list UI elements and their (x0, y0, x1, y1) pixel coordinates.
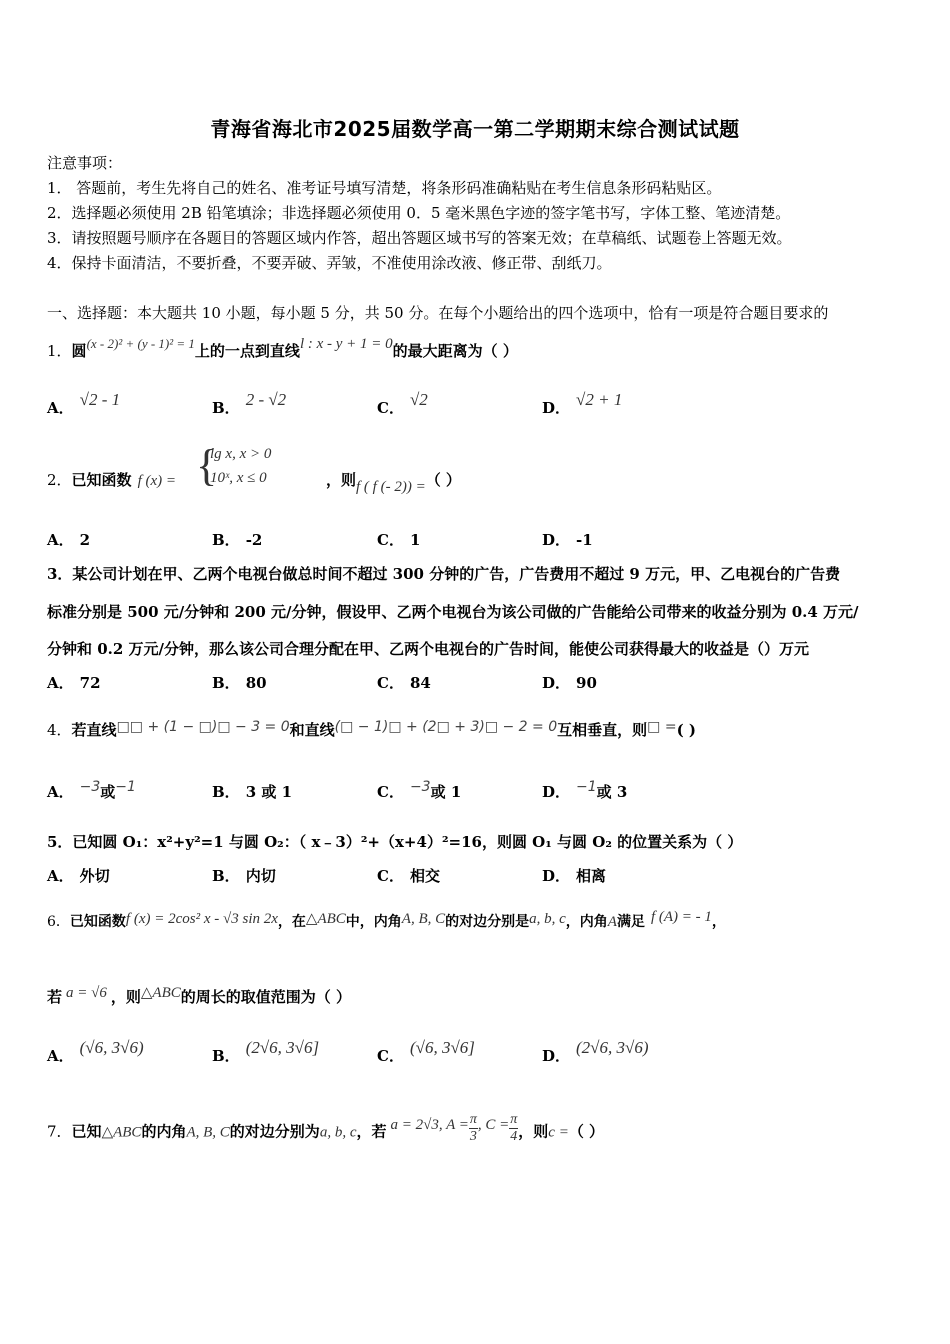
q4-text: ( ) (676, 721, 696, 739)
q6-text: ，则 (110, 988, 141, 1006)
q6-text: 的周长的取值范围为（ ） (180, 988, 351, 1006)
section-heading: 一、选择题：本大题共 10 小题，每小题 5 分，共 50 分。在每个小题给出的四个选项中，恰有一项是符合题目要求的 (47, 304, 829, 322)
question-number: 2． (47, 471, 72, 489)
q5-option-a[interactable]: A． 外切 (47, 867, 110, 885)
q6-text: ，在 (277, 914, 306, 930)
q6-text: ，内角 (565, 914, 608, 930)
question-5: 5．已知圆 O₁：x²+y²=1 与圆 O₂：（ x﹣3）²+（x+4）²=16，则圆 O₁ 与圆 O₂ 的位置关系为（ ） (47, 833, 743, 851)
q7-text: 的对边分别为 (229, 1122, 320, 1141)
q7-sides: a, b, c (319, 1124, 357, 1141)
q5-option-b[interactable]: B． 内切 (212, 867, 276, 885)
q5-option-c[interactable]: C． 相交 (377, 867, 440, 885)
q1-circle-equation: (x - 2)² + (y - 1)² = 1 (86, 336, 195, 351)
q6-text: 若 (47, 988, 63, 1006)
q7-angles: A, B, C (186, 1124, 230, 1141)
q7-target: c = (548, 1124, 569, 1141)
q2-expression: f ( f (- 2)) = (356, 479, 426, 495)
question-6 (47, 911, 726, 931)
q1-option-b[interactable]: B． 2 - √2 (212, 390, 287, 417)
q6-side-a: a = √6 (66, 985, 107, 1001)
q7-fraction-pi-3: $\frac{\pi}{3}$ (469, 1112, 477, 1144)
q3-option-d[interactable]: D． 90 (542, 674, 597, 692)
q6-text: 已知函数 (69, 914, 126, 930)
q7-triangle: △ABC (101, 1124, 142, 1141)
q6-text: ， (711, 914, 726, 930)
q3-option-b[interactable]: B． 80 (212, 674, 267, 692)
question-number: 6． (47, 914, 70, 930)
q4-option-d[interactable]: D． −1或 3 (542, 779, 628, 801)
q7-fraction-pi-4: $\frac{\pi}{4}$ (510, 1112, 518, 1144)
q1-option-d[interactable]: D． √2 + 1 (542, 390, 623, 417)
q2-text: ，则 (326, 471, 357, 489)
q2-case-1: lg x, x > 0 (210, 446, 272, 462)
q2-option-d[interactable]: D． -1 (542, 531, 593, 549)
q4-variable: □ = (647, 719, 677, 735)
q7-text: （ ） (568, 1122, 605, 1141)
q1-text: 圆 (71, 342, 87, 360)
q7-given-c: , C = (477, 1116, 510, 1133)
q2-function: f (x) = (137, 473, 176, 489)
q2-option-b[interactable]: B． -2 (212, 531, 263, 549)
q6-function: f (x) = 2cos² x - √3 sin 2x (125, 911, 278, 927)
q6-option-b[interactable]: B． (2√6, 3√6] (212, 1038, 320, 1065)
q7-text: 已知 (71, 1122, 102, 1141)
q6-angle-a: A (607, 914, 617, 930)
q6-triangle: △ABC (305, 911, 346, 927)
question-number: 1． (47, 342, 72, 360)
q7-text: ，若 (356, 1122, 387, 1141)
question-3-line: 3．某公司计划在甲、乙两个电视台做总时间不超过 300 分钟的广告，广告费用不超过 9 万元，甲、乙电视台的广告费 (47, 565, 841, 583)
q6-condition: f (A) = - 1 (650, 909, 712, 925)
question-1 (47, 336, 518, 361)
question-number: 7． (47, 1122, 72, 1141)
q2-option-a[interactable]: A． 2 (47, 531, 91, 549)
page-title: 青海省海北市2025届数学高一第二学期期末综合测试试题 (210, 117, 740, 141)
q6-text: 满足 (616, 914, 645, 930)
brace-icon: { (196, 441, 218, 490)
notice-heading: 注意事项： (47, 154, 123, 172)
q6-text: 中，内角 (345, 914, 402, 930)
q4-line-1: □□ + (1 − □)□ − 3 = 0 (116, 719, 290, 735)
q3-option-c[interactable]: C． 84 (377, 674, 431, 692)
q7-text: 的内角 (141, 1122, 187, 1141)
q6-option-c[interactable]: C． (√6, 3√6] (377, 1038, 475, 1065)
q3-option-a[interactable]: A． 72 (47, 674, 101, 692)
notice-item: 2．选择题必须使用 2B 铅笔填涂；非选择题必须使用 0．5 毫米黑色字迹的签字笔书写，字体工整、笔迹清楚。 (47, 204, 791, 222)
question-3-line: 分钟和 0.2 万元/分钟，那么该公司合理分配在甲、乙两个电视台的广告时间，能使公司获得最大的收益是（）万元 (47, 640, 810, 658)
q4-option-a[interactable]: A． −3或−1 (47, 779, 136, 801)
q6-angles: A, B, C (401, 911, 446, 927)
q1-option-c[interactable]: C． √2 (377, 390, 428, 417)
question-4 (47, 719, 696, 740)
q2-option-c[interactable]: C． 1 (377, 531, 421, 549)
q2-text: 已知函数 (71, 471, 132, 489)
q6-option-d[interactable]: D． (2√6, 3√6) (542, 1038, 649, 1065)
notice-item: 4．保持卡面清洁，不要折叠，不要弄破、弄皱，不准使用涂改液、修正带、刮纸刀。 (47, 254, 612, 272)
q4-option-b[interactable]: B． 3 或 1 (212, 783, 293, 801)
notice-item: 3．请按照题号顺序在各题目的答题区域内作答，超出答题区域书写的答案无效；在草稿纸、试题卷上答题无效。 (47, 229, 792, 247)
q4-text: 若直线 (71, 721, 117, 739)
q6-sides: a, b, c (529, 911, 566, 927)
q4-text: 互相垂直，则 (557, 721, 648, 739)
notice-item: 1． 答题前，考生先将自己的姓名、准考证号填写清楚，将条形码准确粘贴在考生信息条形码粘贴区。 (47, 179, 722, 197)
q5-option-d[interactable]: D． 相离 (542, 867, 607, 885)
question-number: 4． (47, 721, 72, 739)
q1-line-equation: l : x - y + 1 = 0 (299, 336, 393, 352)
question-3-line: 标准分别是 500 元/分钟和 200 元/分钟，假设甲、乙两个电视台为该公司做的广告能给公司带来的收益分别为 0.4 万元/ (47, 603, 859, 621)
q7-text: ，则 (518, 1122, 549, 1141)
q6-option-a[interactable]: A． (√6, 3√6) (47, 1038, 144, 1065)
question-7 (47, 1112, 605, 1149)
q6-text: 的对边分别是 (445, 914, 530, 930)
q6-triangle: △ABC (140, 985, 181, 1001)
q4-text: 和直线 (289, 721, 335, 739)
q2-piecewise (196, 441, 306, 494)
q2-text: （ ） (425, 471, 461, 489)
q4-line-2: (□ − 1)□ + (2□ + 3)□ − 2 = 0 (334, 719, 558, 735)
q4-option-c[interactable]: C． −3或 1 (377, 779, 462, 801)
q2-case-2: 10ˣ, x ≤ 0 (210, 470, 267, 486)
q7-given-a: a = 2√3, A = (390, 1116, 469, 1133)
q1-text: 的最大距离为（ ） (392, 342, 518, 360)
q1-option-a[interactable]: A． √2 - 1 (47, 390, 121, 417)
question-6-line-2 (47, 986, 351, 1007)
q1-text: 上的一点到直线 (194, 342, 300, 360)
